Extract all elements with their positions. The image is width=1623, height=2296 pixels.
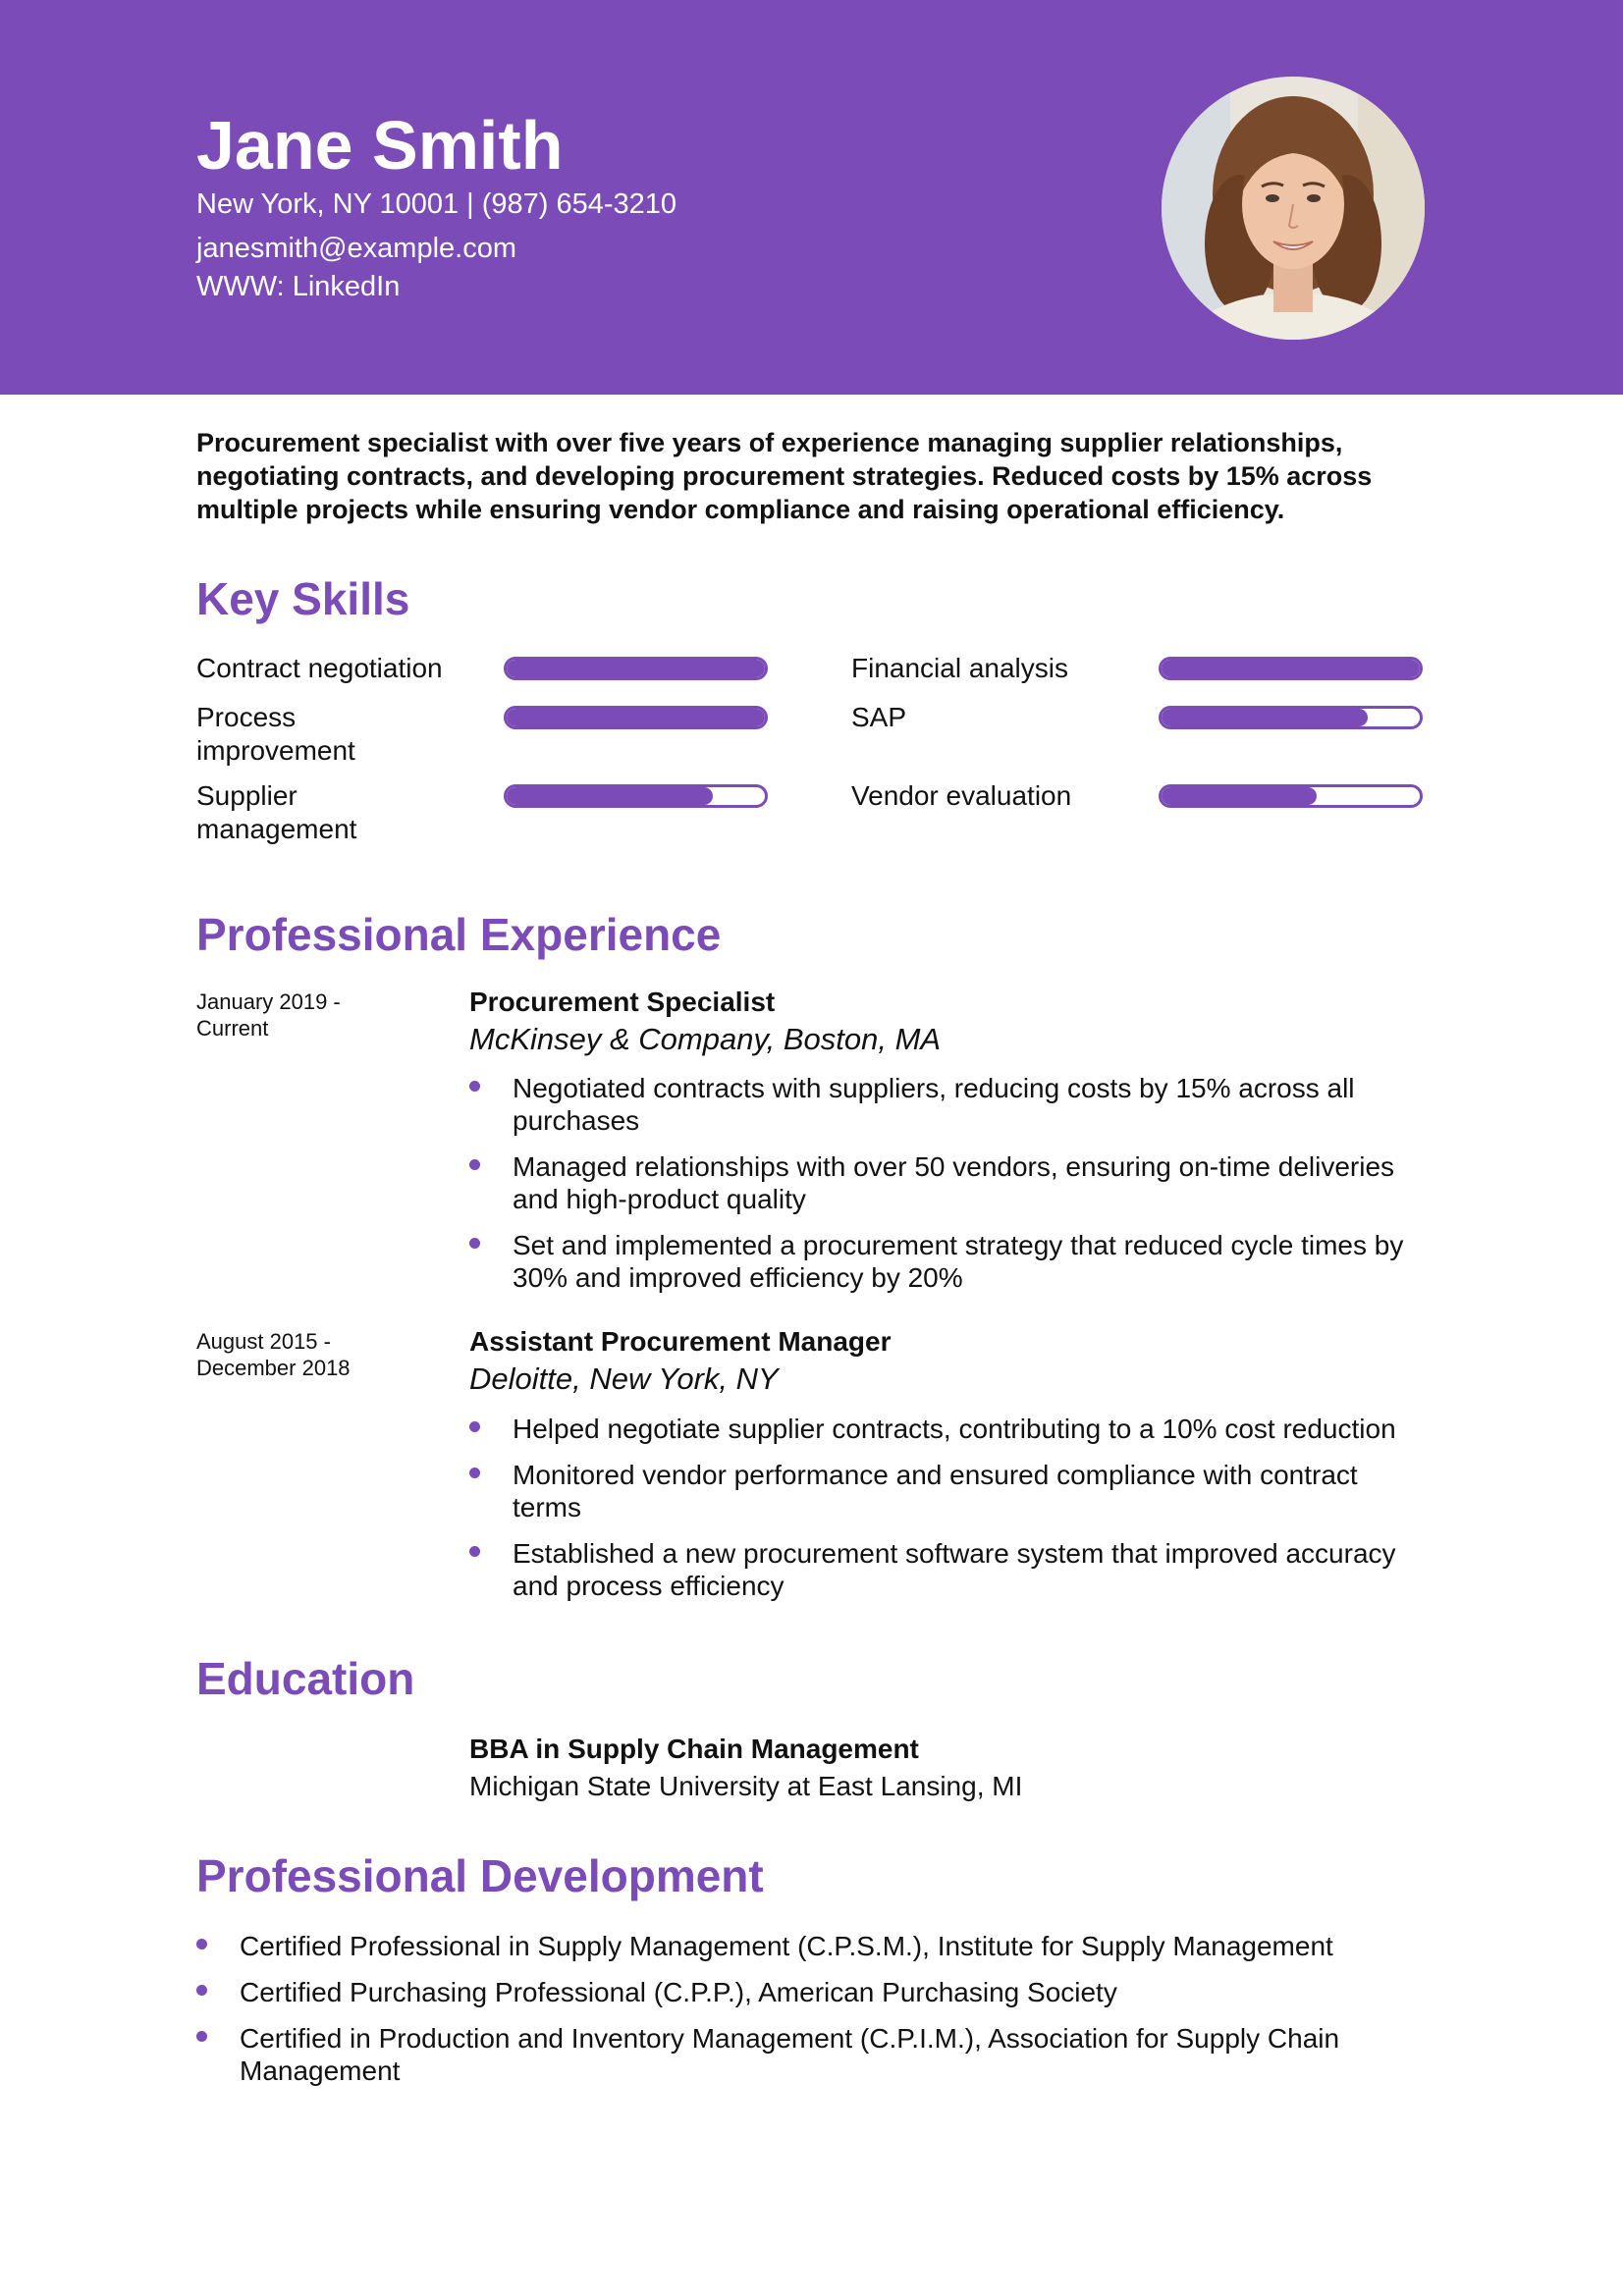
bullet-text: Set and implemented a procurement strategy that reduced cycle times by 30% and improved efficiency by 20% — [513, 1230, 1404, 1293]
skill-item — [196, 779, 825, 848]
skill-level-fill — [507, 709, 765, 726]
job-dates: January 2019 - Current — [196, 989, 341, 1041]
profile-photo — [1162, 77, 1425, 340]
development-item-text: Certified Professional in Supply Management (C.P.S.M.), Institute for Supply Management — [240, 1931, 1333, 1961]
candidate-name: Jane Smith — [196, 107, 564, 184]
list-item — [469, 1413, 1432, 1445]
skill-level-bar — [504, 657, 768, 680]
job-company: McKinsey & Company, Boston, MA — [469, 1022, 942, 1056]
email-text[interactable]: janesmith@example.com — [196, 233, 517, 264]
job-company: Deloitte, New York, NY — [469, 1362, 779, 1396]
bullet-dot-icon — [469, 1468, 480, 1478]
list-item — [196, 2022, 1434, 2087]
bullet-text: Monitored vendor performance and ensured compliance with contract terms — [513, 1460, 1358, 1522]
skill-level-fill — [1162, 709, 1368, 726]
skill-item — [851, 701, 1480, 770]
profile-photo-illustration — [1162, 77, 1425, 340]
job-title: Procurement Specialist — [469, 987, 776, 1017]
bullet-dot-icon — [196, 2031, 207, 2042]
skill-level-bar — [1159, 784, 1423, 808]
list-item — [196, 1930, 1434, 1962]
skill-level-bar — [504, 706, 768, 729]
skill-level-fill — [507, 787, 713, 805]
education-degree: BBA in Supply Chain Management — [469, 1734, 919, 1764]
bullet-dot-icon — [469, 1238, 480, 1249]
skill-label: Process improvement — [196, 702, 355, 766]
job-title: Assistant Procurement Manager — [469, 1326, 892, 1357]
experience-heading: Professional Experience — [196, 909, 722, 960]
bullet-dot-icon — [469, 1546, 480, 1557]
list-item — [469, 1229, 1432, 1294]
skill-level-fill — [1162, 787, 1317, 805]
bullet-text: Managed relationships with over 50 vendors, ensuring on-time deliveries and high-product quality — [513, 1151, 1395, 1214]
development-heading: Professional Development — [196, 1850, 764, 1901]
bullet-text: Helped negotiate supplier contracts, contributing to a 10% cost reduction — [513, 1414, 1396, 1444]
list-item — [469, 1150, 1432, 1215]
list-item — [469, 1459, 1432, 1523]
skills-heading: Key Skills — [196, 573, 410, 624]
bullet-dot-icon — [196, 1985, 207, 1996]
skill-level-bar — [504, 784, 768, 808]
skill-label: SAP — [851, 702, 907, 732]
job-bullet-list — [469, 1072, 1432, 1308]
job-bullet-list — [469, 1413, 1432, 1616]
skill-label: Financial analysis — [851, 653, 1068, 683]
list-item — [469, 1072, 1432, 1137]
resume-header — [0, 0, 1623, 395]
skill-level-fill — [1162, 660, 1420, 677]
linkedin-link[interactable]: WWW: LinkedIn — [196, 271, 401, 302]
bullet-dot-icon — [469, 1159, 480, 1170]
education-school: Michigan State University at East Lansing, MI — [469, 1771, 1023, 1801]
development-item-text: Certified in Production and Inventory Management (C.P.I.M.), Association for Supply Chain Management — [240, 2023, 1340, 2086]
skill-item — [196, 701, 825, 770]
bullet-text: Established a new procurement software system that improved accuracy and process efficiency — [513, 1538, 1396, 1601]
professional-summary: Procurement specialist with over five years of experience managing supplier relationships, negotiating contracts, and developing procurement strategies. Reduced costs by 15% across multiple projects while ensuring vendor compliance and raising operational efficiency. — [196, 428, 1373, 524]
skill-level-bar — [1159, 706, 1423, 729]
skill-label: Contract negotiation — [196, 653, 443, 683]
skill-level-fill — [507, 660, 765, 677]
bullet-dot-icon — [196, 1939, 207, 1949]
skill-label: Supplier management — [196, 780, 357, 844]
development-item-text: Certified Purchasing Professional (C.P.P.), American Purchasing Society — [240, 1977, 1117, 2007]
list-item — [196, 1976, 1434, 2008]
education-heading: Education — [196, 1653, 415, 1704]
list-item — [469, 1537, 1432, 1602]
bullet-dot-icon — [469, 1421, 480, 1432]
skill-item — [851, 779, 1480, 848]
job-dates: August 2015 - December 2018 — [196, 1329, 351, 1380]
skill-level-bar — [1159, 657, 1423, 680]
bullet-dot-icon — [469, 1081, 480, 1092]
development-list — [196, 1930, 1434, 2101]
bullet-text: Negotiated contracts with suppliers, reducing costs by 15% across all purchases — [513, 1073, 1355, 1136]
skill-label: Vendor evaluation — [851, 780, 1072, 811]
address-phone: New York, NY 10001 | (987) 654-3210 — [196, 188, 677, 220]
